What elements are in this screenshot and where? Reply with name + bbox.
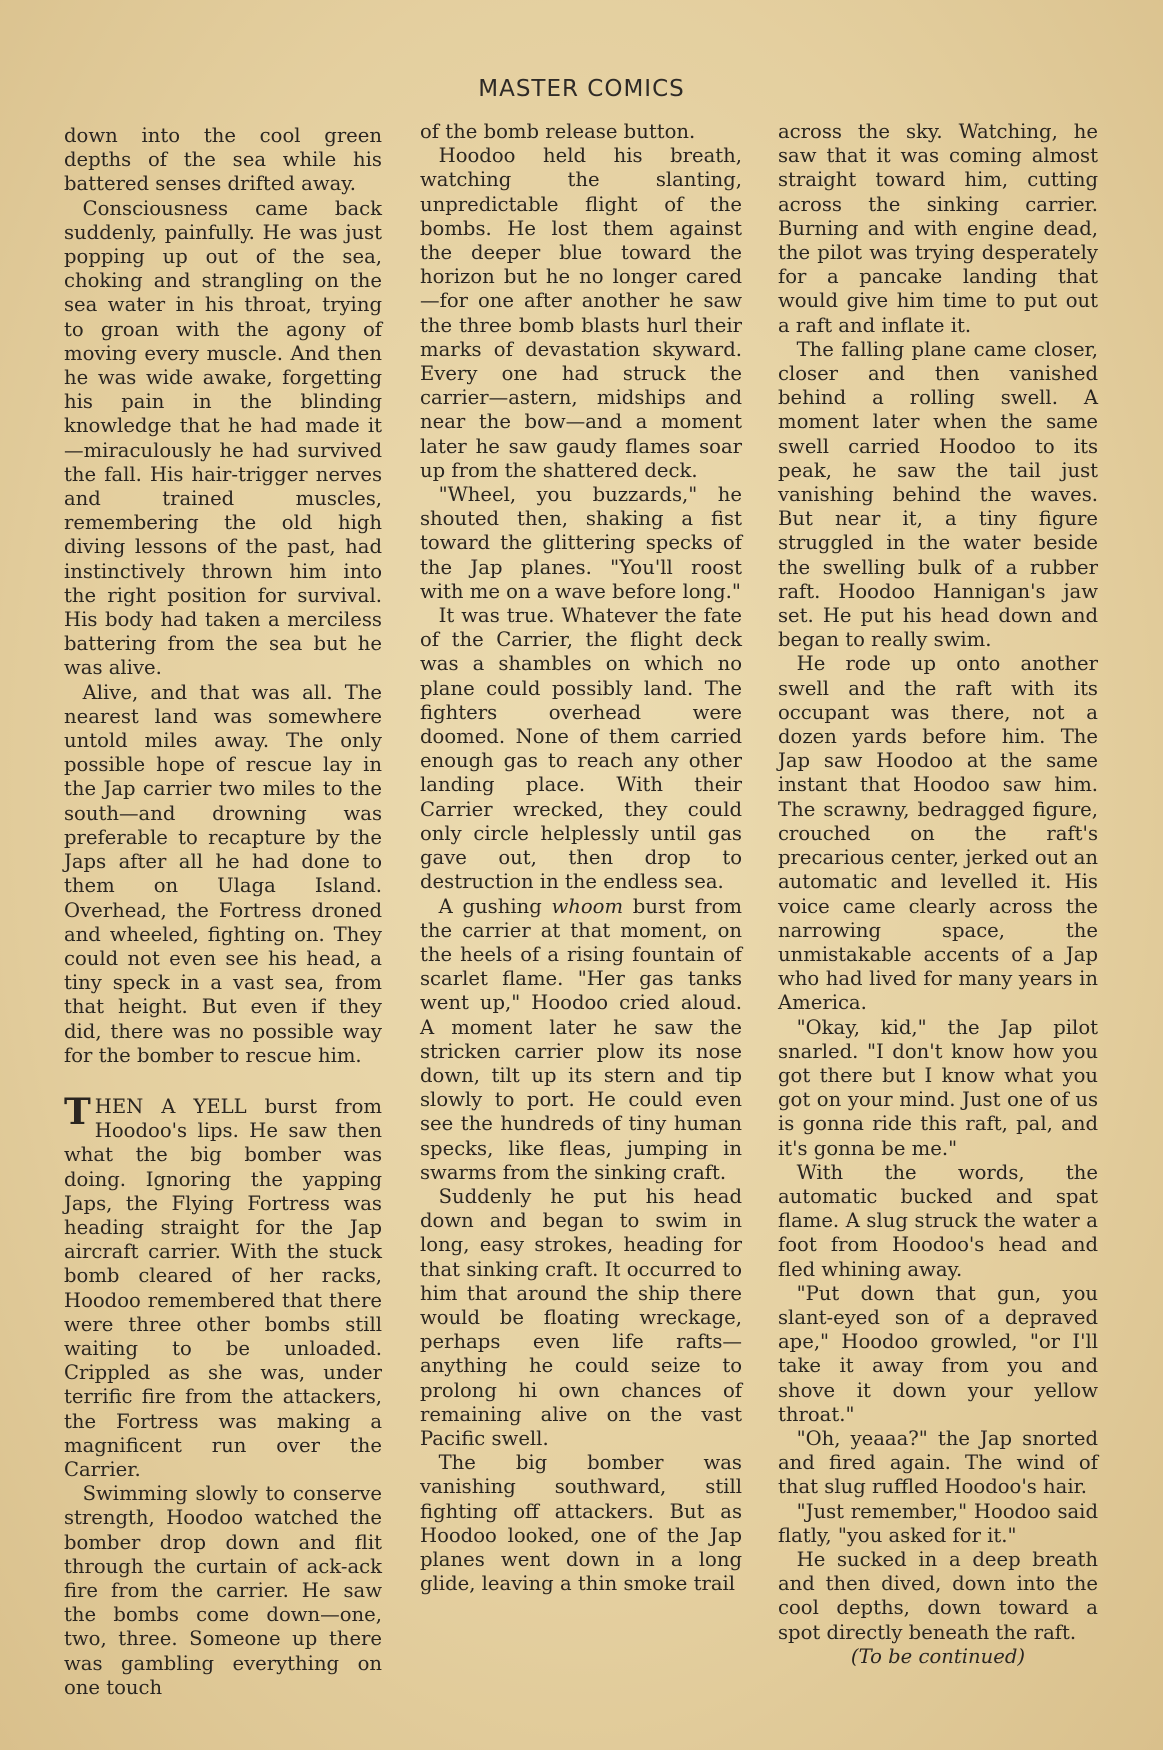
- paragraph-dropcap: [64, 1090, 382, 1482]
- paragraph: of the bomb release button.: [420, 120, 696, 143]
- paragraph: He sucked in a deep breath and then dived, down into the cool depths, down toward a spot directly beneath the raft.: [778, 1547, 1098, 1644]
- paragraph-text: burst from the carrier at that moment, on the heels of a rising fountain of scarlet flame. "Her gas tanks went up," Hoodoo cried aloud. A moment later he saw the stricken carrier plow its nose down, tilt up its stern and tip slowly to port. He could even see the hundreds of tiny human specks, like fleas, jumping in swarms from the sinking craft.: [420, 894, 742, 1184]
- paragraph: down into the cool green depths of the sea while his battered senses drifted away.: [64, 124, 382, 196]
- paragraph: With the words, the automatic bucked and spat flame. A slug struck the water a foot from Hoodoo's head and fled whining away.: [778, 1160, 1098, 1281]
- paragraph: He rode up onto another swell and the raft with its occupant was there, not a dozen yards before him. The Jap saw Hoodoo at the same instant that Hoodoo saw him. The scrawny, bedragged figure, crouched on the raft's precarious center, jerked out an automatic and levelled it. His voice came clearly across the narrowing space, the unmistakable accents of a Jap who had lived for many years in America.: [778, 652, 1098, 1015]
- paragraph: "Just remember," Hoodoo said flatly, "you asked for it.": [778, 1499, 1098, 1547]
- paragraph: "Put down that gun, you slant-eyed son of a depraved ape," Hoodoo growled, "or I'll take it away from you and shove it down your yellow throat.": [778, 1281, 1098, 1426]
- paragraph: across the sky. Watching, he saw that it was coming almost straight toward him, cutting across the sinking carrier. Burning and with engine dead, the pilot was trying desperately for a pancake landing that would give him time to put out a raft and inflate it.: [778, 120, 1098, 337]
- paragraph: "Oh, yeaaa?" the Jap snorted and fired again. The wind of that slug ruffled Hoodoo's hair.: [778, 1426, 1098, 1499]
- page-header: MASTER COMICS: [478, 76, 685, 102]
- paragraph: "Wheel, you buzzards," he shouted then, shaking a fist toward the glittering specks of the Jap planes. "You'll roost with me on a wave before long.": [420, 483, 742, 603]
- paragraph: The falling plane came closer, closer and then vanished behind a rolling swell. A moment later when the same swell carried Hoodoo to its peak, he saw the tail just vanishing behind the waves. But near it, a tiny figure struggled in the water beside the swelling bulk of a rubber raft. Hoodoo Hannigan's jaw set. He put his head down and began to really swim.: [778, 337, 1098, 652]
- paragraph: Suddenly he put his head down and began to swim in long, easy strokes, heading for that sinking craft. It occurred to him that around the ship there would be floating wreckage, perhaps even life rafts—anything he could seize to prolong hi own chances of remaining alive on the vast Pacific swell.: [420, 1184, 742, 1450]
- paragraph-text: A gushing: [438, 894, 552, 918]
- paragraph: The big bomber was vanishing southward, still fighting off attackers. But as Hoodoo looked, one of the Jap planes went down in a long glide, leaving a thin smoke trail: [420, 1451, 742, 1596]
- to-be-continued: (To be continued): [850, 1644, 1026, 1668]
- emphasis-text: whoom: [551, 894, 624, 918]
- paragraph: Consciousness came back suddenly, painfully. He was just popping up out of the sea, choking and strangling on the sea water in his throat, trying to groan with the agony of moving every muscle. And then he was wide awake, forgetting his pain in the blinding knowledge that he had made it —miraculously he had survived the fall. His hair-trigger nerves and trained muscles, remembering the old high diving lessons of the past, had instinctively thrown him into the right position for survival. His body had taken a merciless battering from the sea but he was alive.: [64, 196, 382, 680]
- paragraph: [420, 895, 742, 1185]
- drop-cap: T: [64, 1090, 91, 1133]
- paragraph-text: HEN A YELL burst from Hoodoo's lips. He saw then what the big bomber was doing. Ignoring the yapping Japs, the Flying Fortress was heading straight for the Jap aircraft carrier. With the stuck bomb cleared of her racks, Hoodoo remembered that there were three other bombs still waiting to be unloaded. Crippled as she was, under terrific fire from the attackers, the Fortress was making a magnificent run over the Carrier.: [64, 1094, 382, 1481]
- column-2: [420, 120, 742, 1596]
- paragraph: Hoodoo held his breath, watching the slanting, unpredictable flight of the bombs. He lost them against the deeper blue toward the horizon but he no longer cared—for one after another he saw the three bomb blasts hurl their marks of devastation skyward. Every one had struck the carrier—astern, midships and near the bow—and a moment later he saw gaudy flames soar up from the shattered deck.: [420, 144, 742, 482]
- section-break: [64, 1068, 382, 1095]
- paragraph: "Okay, kid," the Jap pilot snarled. "I don't know how you got there but I know what you got on your mind. Just one of us is gonna ride this raft, pal, and it's gonna be me.": [778, 1015, 1098, 1160]
- paragraph: It was true. Whatever the fate of the Carrier, the flight deck was a shambles on which no plane could possibly land. The fighters overhead were doomed. None of them carried enough gas to reach any other landing place. With their Carrier wrecked, they could only circle helplessly until gas gave out, then drop to destruction in the endless sea.: [420, 604, 742, 894]
- paragraph: Swimming slowly to conserve strength, Hoodoo watched the bomber drop down and flit through the curtain of ack-ack fire from the carrier. He saw the bombs come down—one, two, three. Someone up there was gambling everything on one touch: [64, 1482, 382, 1699]
- column-1: [64, 124, 382, 1700]
- paragraph: Alive, and that was all. The nearest land was somewhere untold miles away. The only possible hope of rescue lay in the Jap carrier two miles to the south—and drowning was preferable to recapture by the Japs after all he had done to them on Ulaga Island. Overhead, the Fortress droned and wheeled, fighting on. They could not even see his head, a tiny speck in a vast sea, from that height. But even if they did, there was no possible way for the bomber to rescue him.: [64, 680, 382, 1067]
- column-3: [778, 120, 1098, 1669]
